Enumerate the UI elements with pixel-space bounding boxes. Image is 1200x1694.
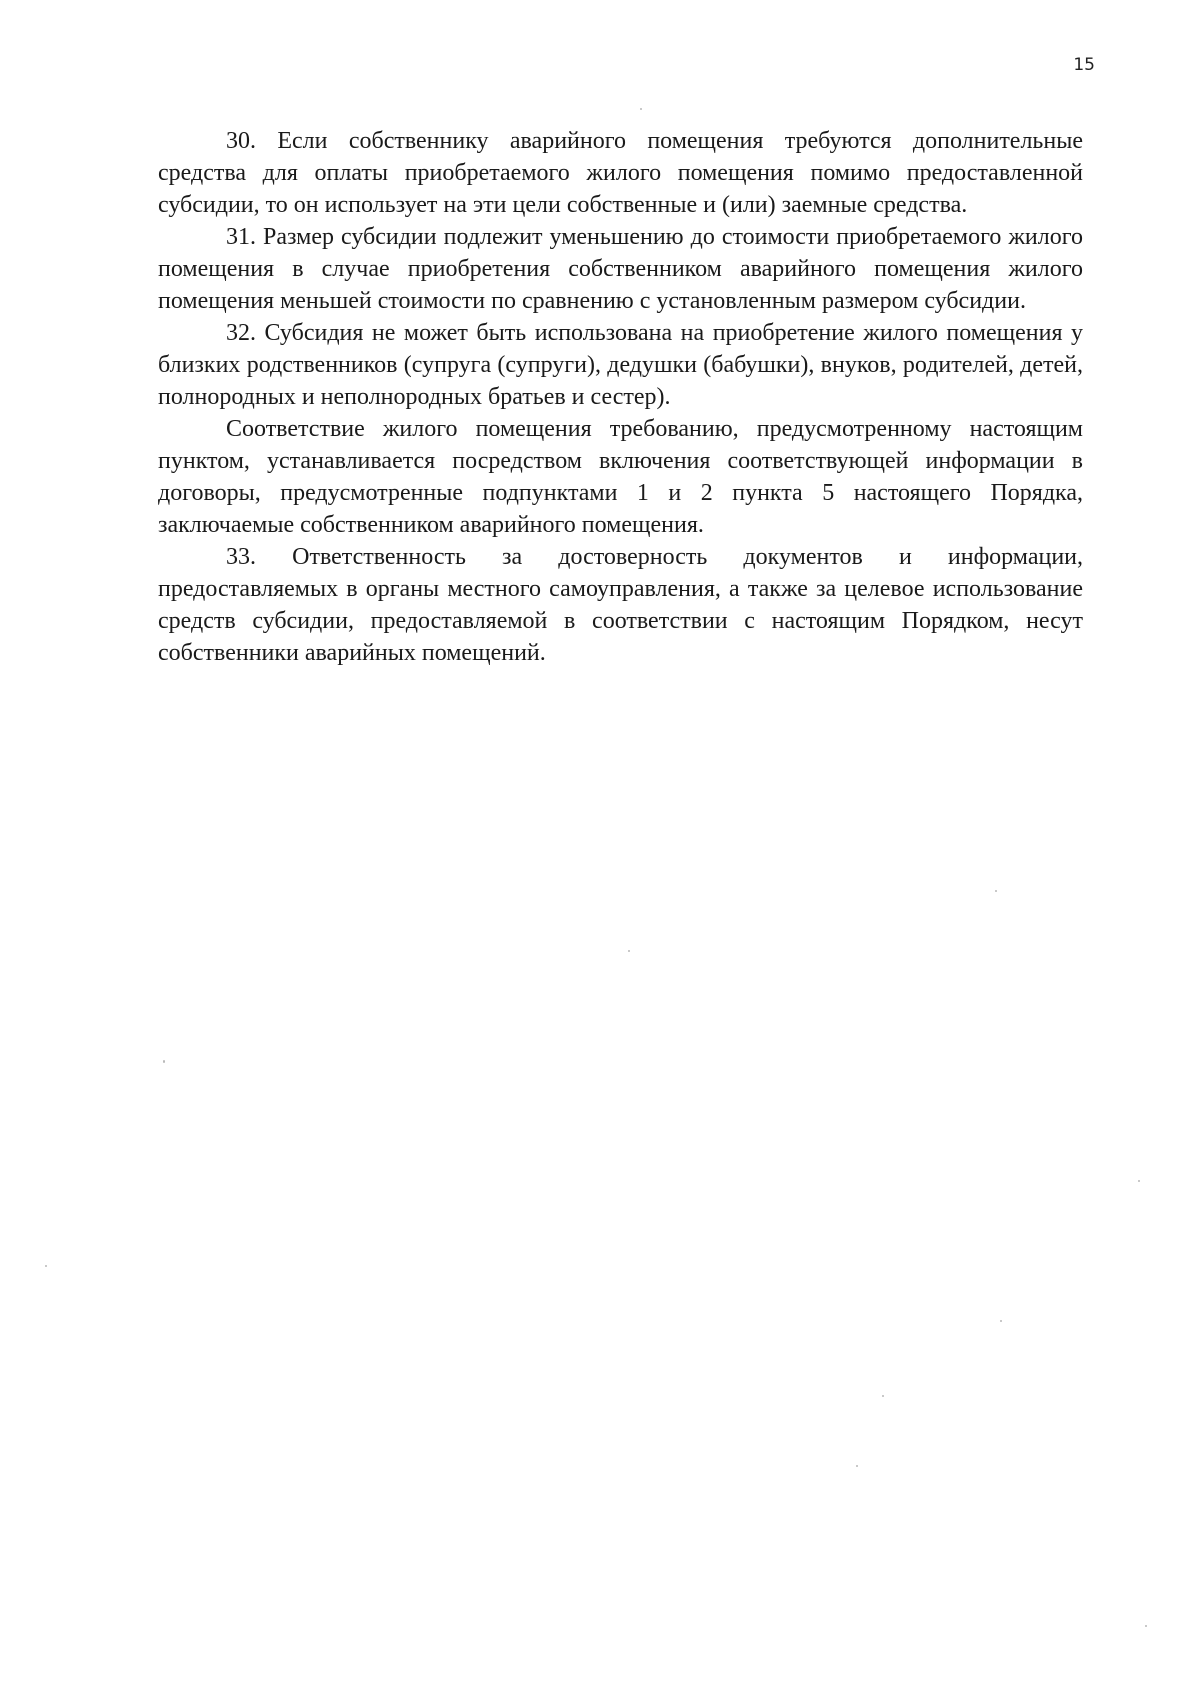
scan-speck [1000, 1320, 1002, 1322]
scan-speck [995, 890, 997, 892]
scan-speck [45, 1265, 47, 1267]
paragraph-31: 31. Размер субсидии подлежит уменьшению до стоимости приобретаемого жилого помещения в случае приобретения собственником аварийного помещения жилого помещения меньшей стоимости по сравнению с установленным размером субсидии. [158, 224, 1083, 314]
page-number: 15 [1073, 55, 1095, 75]
paragraph-32: 32. Субсидия не может быть использована на приобретение жилого помещения у близких родственников (супруга (супруги), дедушки (бабушки), внуков, родителей, детей, полнородных и неполнородных братьев и сестер). [158, 320, 1083, 410]
paragraph-30: 30. Если собственнику аварийного помещения требуются дополнительные средства для оплаты приобретаемого жилого помещения помимо предоставленной субсидии, то он использует на эти цели собственные и (или) заемные средства. [158, 128, 1083, 218]
paragraph-32-continuation: Соответствие жилого помещения требованию, предусмотренному настоящим пунктом, устанавливается посредством включения соответствующей информации в договоры, предусмотренные подпунктами 1 и 2 пункта 5 настоящего Порядка, заключаемые собственником аварийного помещения. [158, 416, 1083, 538]
document-body [158, 125, 1083, 669]
scan-speck [640, 108, 642, 110]
scan-speck [628, 950, 630, 952]
paragraph-33: 33. Ответственность за достоверность документов и информации, предоставляемых в органы местного самоуправления, а также за целевое использование средств субсидии, предоставляемой в соответствии с настоящим Порядком, несут собственники аварийных помещений. [158, 544, 1083, 666]
scan-speck [163, 1060, 165, 1063]
scan-speck [856, 1465, 858, 1467]
scan-speck [1145, 1625, 1147, 1627]
scan-speck [1138, 1180, 1140, 1182]
scan-speck [882, 1395, 884, 1397]
